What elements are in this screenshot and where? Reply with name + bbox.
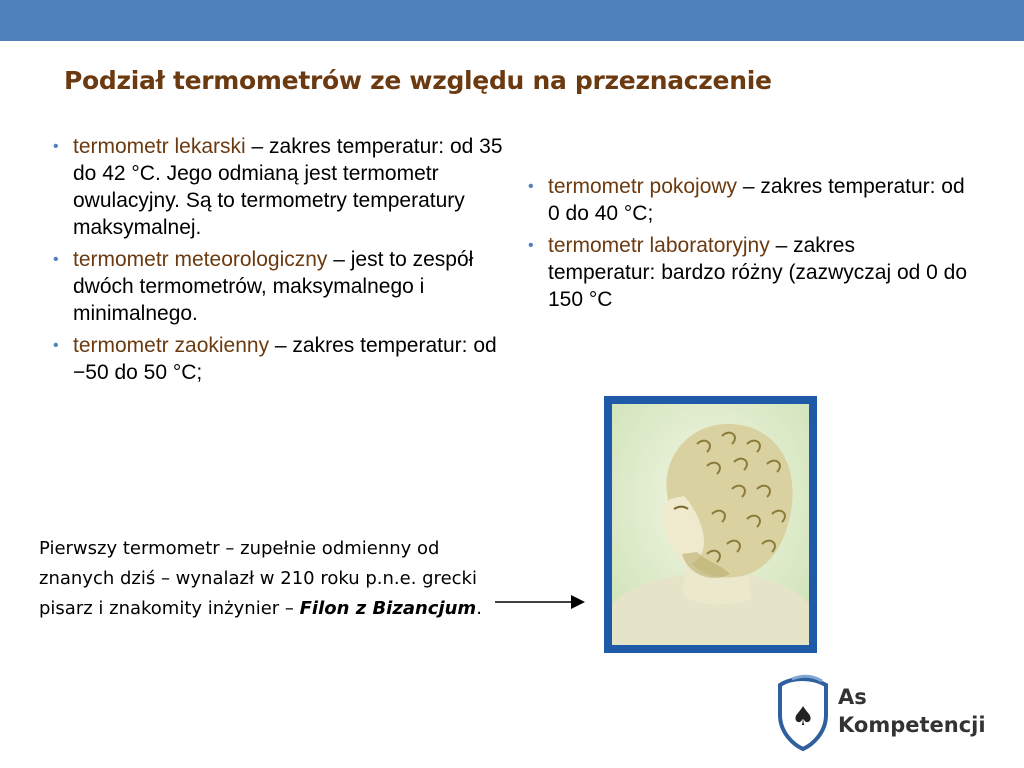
list-item [528, 232, 968, 313]
arrow-right-icon [495, 592, 587, 612]
list-item-term: termometr laboratoryjny [548, 234, 770, 257]
left-bullet-list [53, 133, 503, 391]
list-item-text: – zakres temperatur: od 35 do 42 °C. Jego odmianą jest termometr owulacyjny. Są to termometry temperatury maksymalnej. [73, 135, 503, 239]
list-item [53, 133, 503, 241]
list-item [53, 246, 503, 327]
bust-portrait-image [604, 396, 817, 653]
ace-shield-logo [772, 673, 834, 753]
list-item-text: – zakres temperatur: od 0 do 40 °C; [548, 175, 965, 225]
list-item-text: – jest to zespół dwóch termometrów, maksymalnego i minimalnego. [73, 248, 474, 325]
right-bullet-list [528, 173, 968, 318]
caption-text: Pierwszy termometr – zupełnie odmienny od znanych dziś – wynalazł w 210 roku p.n.e. grecki pisarz i znakomity inżynier – [39, 538, 477, 619]
list-item [528, 173, 968, 227]
list-item-term: termometr lekarski [73, 135, 246, 158]
inventor-name: Filon z Bizancjum [299, 598, 477, 619]
logo-line2: Kompetencji [838, 713, 986, 737]
caption [39, 534, 519, 624]
list-item-term: termometr pokojowy [548, 175, 738, 198]
svg-text:♠: ♠ [791, 702, 815, 732]
bust-illustration [612, 404, 809, 645]
logo-line1: As [838, 685, 867, 709]
as-kompetencji-logo [772, 673, 1012, 753]
caption-end: . [476, 598, 482, 619]
list-item-term: termometr meteorologiczny [73, 248, 328, 271]
list-item-text: – zakres temperatur: bardzo różny (zazwyczaj od 0 do 150 °C [548, 234, 968, 311]
logo-text [838, 683, 986, 739]
list-item [53, 332, 503, 386]
slide-title: Podział termometrów ze względu na przeznaczenie [64, 66, 772, 95]
list-item-term: termometr zaokienny [73, 334, 270, 357]
top-bar [0, 0, 1024, 41]
list-item-text: – zakres temperatur: od −50 do 50 °C; [73, 334, 497, 384]
